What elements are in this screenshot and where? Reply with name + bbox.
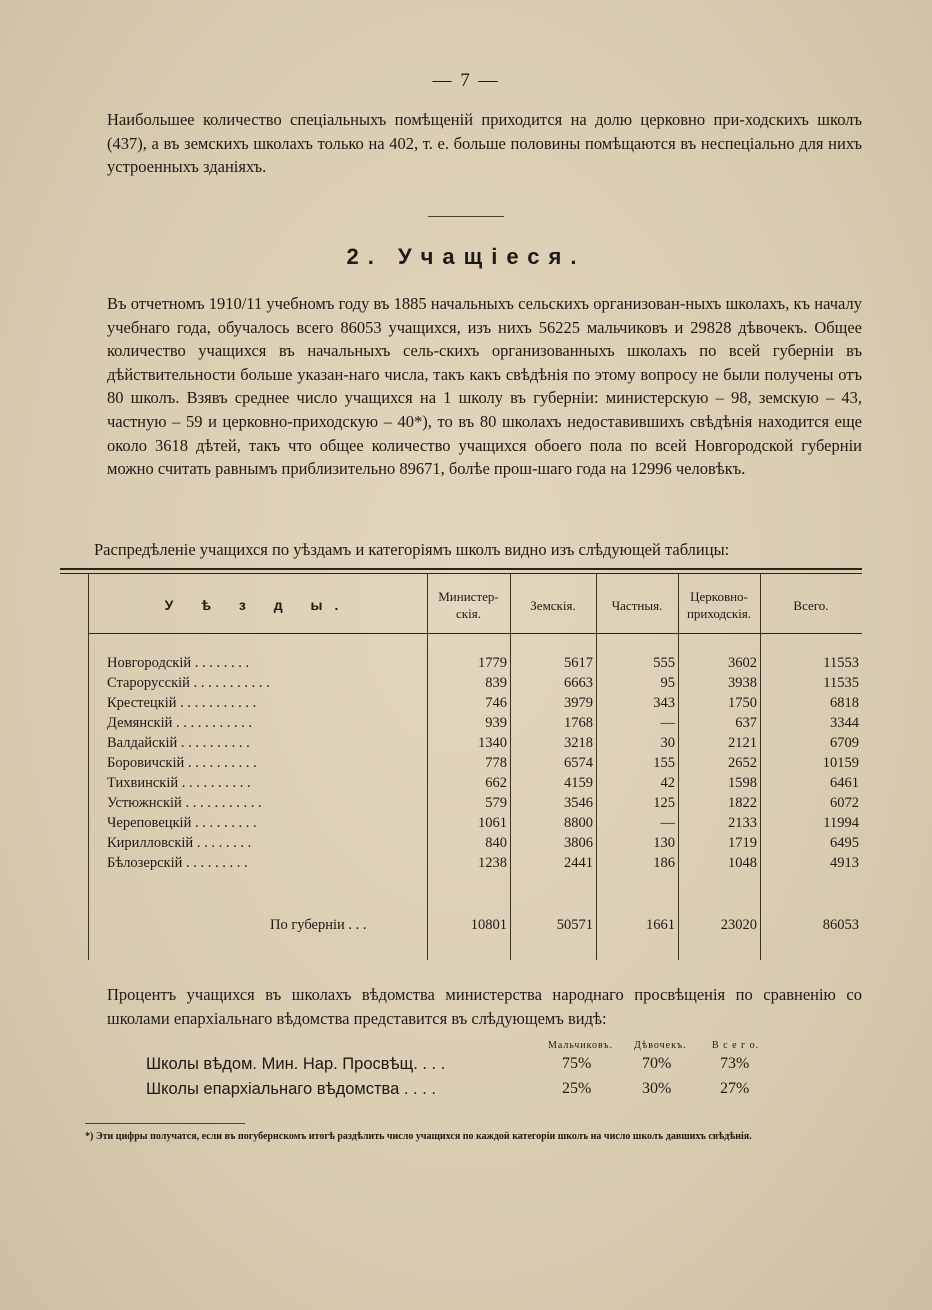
- cell-ministerial: 1061: [478, 815, 507, 831]
- cell-total: 11994: [823, 815, 859, 831]
- uezd-name: Старорусскій . . . . . . . . . . .: [107, 675, 270, 691]
- cell-total: 6072: [830, 795, 859, 811]
- cell-ministerial: 579: [485, 795, 507, 811]
- table-row: [60, 835, 862, 855]
- cell-ministerial: 662: [485, 775, 507, 791]
- uezd-name: Боровичскій . . . . . . . . . .: [107, 755, 257, 771]
- cell-private: 155: [653, 755, 675, 771]
- cell-church: 637: [735, 715, 757, 731]
- header-zemskie: Земскія.: [530, 597, 576, 613]
- table-row: [60, 815, 862, 835]
- pct-header-girls: Дѣвочекъ.: [634, 1040, 687, 1051]
- uezd-name: Демянскій . . . . . . . . . . .: [107, 715, 253, 731]
- header-private: Частныя.: [611, 597, 663, 613]
- cell-private: 125: [653, 795, 675, 811]
- uezd-name: Тихвинскій . . . . . . . . . .: [107, 775, 251, 791]
- cell-church: 3602: [728, 655, 757, 671]
- cell-ministerial: 1779: [478, 655, 507, 671]
- cell-zemskie: 4159: [564, 775, 593, 791]
- cell-church: 1719: [728, 835, 757, 851]
- total-zemskie: 50571: [556, 917, 593, 933]
- cell-church: 1750: [728, 695, 757, 711]
- table-row: [60, 755, 862, 775]
- pct-header-total: В с е г о.: [712, 1040, 760, 1051]
- uezd-name: Кирилловскій . . . . . . . .: [107, 835, 252, 851]
- cell-private: 30: [660, 735, 675, 751]
- cell-zemskie: 3979: [564, 695, 593, 711]
- cell-private: 343: [653, 695, 675, 711]
- pct-row-label: Школы епархіальнаго вѣдомства . . . .: [146, 1080, 436, 1098]
- pct-row-diocesan: [146, 1080, 786, 1104]
- cell-total: 4913: [830, 855, 859, 871]
- cell-zemskie: 6574: [564, 755, 593, 771]
- pct-girls: 70%: [642, 1055, 672, 1072]
- footnote-divider: [85, 1123, 245, 1124]
- table-header-rule: [88, 633, 862, 634]
- pct-total: 73%: [720, 1055, 750, 1072]
- table-row: [60, 735, 862, 755]
- cell-total: 10159: [822, 755, 859, 771]
- paragraph-1: Наибольшее количество спеціальныхъ помѣщеній приходится на долю церковно при-ходскихъ школъ (437), а въ земскихъ школахъ только на 402, т. е. больше половины помѣщаются въ неспеціально для нихъ устроенныхъ зданіяхъ.: [107, 110, 862, 177]
- cell-zemskie: 3806: [564, 835, 593, 851]
- cell-total: 11535: [823, 675, 859, 691]
- table-row: [60, 775, 862, 795]
- cell-private: 95: [660, 675, 675, 691]
- cell-total: 6461: [830, 775, 859, 791]
- cell-total: 11553: [823, 655, 859, 671]
- table-row: [60, 695, 862, 715]
- pct-boys: 75%: [562, 1055, 592, 1072]
- cell-total: 6495: [830, 835, 859, 851]
- cell-ministerial: 939: [485, 715, 507, 731]
- table-total-row: [60, 917, 862, 937]
- table-row: [60, 675, 862, 695]
- total-private: 1661: [646, 917, 675, 933]
- cell-private: 186: [653, 855, 675, 871]
- cell-zemskie: 5617: [564, 655, 593, 671]
- uezd-name: Череповецкій . . . . . . . . .: [107, 815, 257, 831]
- table-top-rule-2: [60, 573, 862, 574]
- paragraph-2: Въ отчетномъ 1910/11 учебномъ году въ 1885 начальныхъ сельскихъ организован-ныхъ школахъ, къ началу учебнаго года, обучалось всего 86053 учащихся, изъ нихъ 56225 мальчиковъ и 29828 дѣвочекъ. Общее количество учащихся въ начальныхъ сель-скихъ организованныхъ школахъ по всей губерніи въ дѣйствительности больше указан-наго числа, такъ какъ свѣдѣнія по этому вопросу не были получены отъ 80 школъ. Взявъ среднее число учащихся на 1 школу въ губерніи: министерскую – 98, земскую – 43, частную – 59 и церковно-приходскую – 40*), то въ 80 школахъ недоставившихъ свѣдѣнія находится еще около 3618 дѣтей, такъ что общее количество учащихся обоего пола по всей Новгородской губерніи можно считать равнымъ приблизительно 89671, болѣе прош-шаго года на 12996 человѣкъ.: [107, 294, 862, 479]
- cell-church: 1822: [728, 795, 757, 811]
- cell-ministerial: 1340: [478, 735, 507, 751]
- table-top-rule: [60, 568, 862, 570]
- header-church: Церковно-приходскія.: [686, 589, 752, 621]
- cell-ministerial: 746: [485, 695, 507, 711]
- section-divider: [428, 216, 504, 217]
- cell-church: 1048: [728, 855, 757, 871]
- total-church: 23020: [720, 917, 757, 933]
- cell-private: 130: [653, 835, 675, 851]
- pct-total: 27%: [720, 1080, 750, 1097]
- cell-church: 3938: [728, 675, 757, 691]
- paragraph-3: Процентъ учащихся въ школахъ вѣдомства министерства народнаго просвѣщенія по сравненію со школами епархіальнаго вѣдомства представится въ слѣдующемъ видѣ:: [107, 985, 862, 1028]
- page-number: — 7 —: [432, 70, 500, 91]
- cell-ministerial: 778: [485, 755, 507, 771]
- cell-zemskie: 8800: [564, 815, 593, 831]
- cell-private: —: [660, 815, 675, 831]
- pct-row-label: Школы вѣдом. Мин. Нар. Просвѣщ. . . .: [146, 1055, 446, 1073]
- uezd-name: Бѣлозерскій . . . . . . . . .: [107, 855, 248, 871]
- footnote: *) Эти цифры получатся, если въ погубернскомъ итогѣ раздѣлить число учащихся по каждой категоріи школъ на число школъ давшихъ свѣдѣнія.: [85, 1131, 752, 1142]
- cell-private: 42: [660, 775, 675, 791]
- section-heading: 2. Учащіеся.: [346, 244, 586, 269]
- cell-church: 1598: [728, 775, 757, 791]
- cell-private: —: [660, 715, 675, 731]
- cell-ministerial: 840: [485, 835, 507, 851]
- cell-zemskie: 1768: [564, 715, 593, 731]
- uezd-name: Устюжнскій . . . . . . . . . . .: [107, 795, 262, 811]
- header-uezd: У ѣ з д ы.: [164, 596, 351, 613]
- table-row: [60, 855, 862, 875]
- pct-girls: 30%: [642, 1080, 672, 1097]
- cell-zemskie: 3546: [564, 795, 593, 811]
- header-total: Всего.: [793, 597, 829, 613]
- cell-total: 6709: [830, 735, 859, 751]
- students-table: [60, 568, 862, 960]
- uezd-name: Новгородскій . . . . . . . .: [107, 655, 250, 671]
- total-all: 86053: [822, 917, 859, 933]
- table-row: [60, 715, 862, 735]
- header-ministerial: Министер-скія.: [438, 589, 499, 621]
- cell-church: 2133: [728, 815, 757, 831]
- table-row: [60, 655, 862, 675]
- uezd-name: Валдайскій . . . . . . . . . .: [107, 735, 250, 751]
- table-caption: Распредѣленіе учащихся по уѣздамъ и категоріямъ школъ видно изъ слѣдующей таблицы:: [94, 540, 730, 559]
- pct-boys: 25%: [562, 1080, 592, 1097]
- cell-zemskie: 2441: [564, 855, 593, 871]
- uezd-name: Крестецкій . . . . . . . . . . .: [107, 695, 257, 711]
- cell-zemskie: 6663: [564, 675, 593, 691]
- total-label: По губерніи . . .: [270, 917, 367, 933]
- cell-total: 3344: [830, 715, 859, 731]
- cell-ministerial: 1238: [478, 855, 507, 871]
- table-row: [60, 795, 862, 815]
- cell-ministerial: 839: [485, 675, 507, 691]
- cell-church: 2121: [728, 735, 757, 751]
- cell-zemskie: 3218: [564, 735, 593, 751]
- total-ministerial: 10801: [470, 917, 507, 933]
- pct-row-ministry: [146, 1055, 786, 1079]
- pct-header-boys: Мальчиковъ.: [548, 1040, 614, 1051]
- cell-total: 6818: [830, 695, 859, 711]
- cell-private: 555: [653, 655, 675, 671]
- cell-church: 2652: [728, 755, 757, 771]
